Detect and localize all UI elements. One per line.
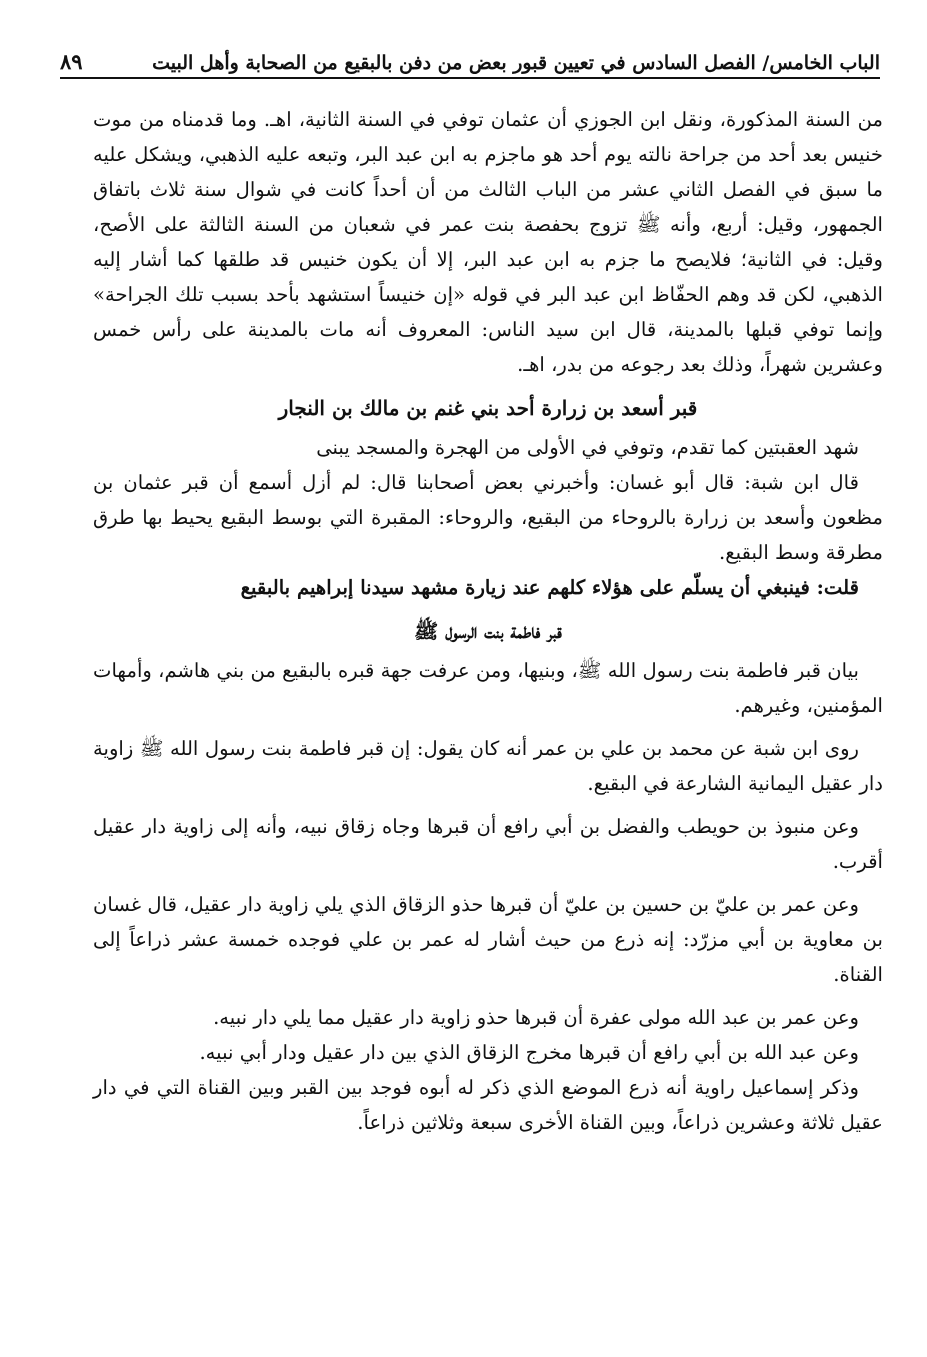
running-header (60, 40, 880, 79)
paragraph-10: وعن عبد الله بن أبي رافع أن قبرها مخرج الزقاق الذي بين دار عقيل ودار أبي نبيه. (199, 1041, 859, 1064)
heading-asad-ibn-zurara: قبر أسعد بن زرارة أحد بني غنم بن مالك بن النجار (278, 396, 698, 420)
paragraph-7: وعن منبوذ بن حويطب والفضل بن أبي رافع أن قبرها وجاه زقاق نبيه، وأنه إلى زاوية دار عقيل أقرب. (93, 815, 883, 873)
paragraph-4: قلت: فينبغي أن يسلّم على هؤلاء كلهم عند زيارة مشهد سيدنا إبراهيم بالبقيع (240, 576, 859, 599)
paragraph-6: روى ابن شبة عن محمد بن علي بن عمر أنه كان يقول: إن قبر فاطمة بنت رسول الله ﷺ زاوية دار عقيل اليمانية الشارعة في البقيع. (93, 737, 883, 795)
page-body (93, 102, 883, 1140)
chapter-title: الباب الخامس/ الفصل السادس في تعيين قبور بعض من دفن بالبقيع من الصحابة وأهل البيت (152, 52, 880, 74)
paragraph-3: قال ابن شبة: قال أبو غسان: وأخبرني بعض أصحابنا قال: لم أزل أسمع أن قبر عثمان بن مظعون وأسعد بن زرارة بالروحاء من البقيع، والروحاء: المقبرة التي بوسط البقيع يحيط بها طرق مطرقة وسط البقيع. (93, 471, 883, 564)
paragraph-9: وعن عمر بن عبد الله مولى عفرة أن قبرها حذو زاوية دار عقيل مما يلي دار نبيه. (213, 1006, 859, 1029)
page-number: ٨٩ (60, 49, 83, 74)
paragraph-1: من السنة المذكورة، ونقل ابن الجوزي أن عثمان توفي في السنة الثانية، اهـ. وما قدمناه من موت خنيس بعد أحد من جراحة نالته يوم أحد هو ماجزم به ابن عبد البر، وتبعه عليه الذهبي، ويشكل عليه ما سبق في الفصل الثاني عشر من الباب الثالث من أن أحداً كانت في شوال سنة ثلاث باتفاق الجمهور، وقيل: أربع، وأنه ﷺ تزوج بحفصة بنت عمر في شعبان من السنة الثالثة على الأصح، وقيل: في الثانية؛ فلايصح ما جزم به ابن عبد البر، إلا أن يكون خنيس قد طلقها كما أشار إليه الذهبي، لكن قد وهم الحفّاظ ابن عبد البر في قوله «إن خنيساً استشهد بأحد بسبب تلك الجراحة» وإنما توفي قبلها بالمدينة، قال ابن سيد الناس: المعروف أنه مات بالمدينة على رأس خمس وعشرين شهراً، وذلك بعد رجوعه من بدر، اهـ. (93, 108, 883, 376)
paragraph-5: بيان قبر فاطمة بنت رسول الله ﷺ، وبنيها، ومن عرفت جهة قبره بالبقيع من بني هاشم، وأمهات المؤمنين، وغيرهم. (93, 659, 883, 717)
heading-fatima-grave: قبر فاطمة بنت الرسول ﷺ (414, 619, 562, 643)
paragraph-11: وذكر إسماعيل راوية أنه ذرع الموضع الذي ذكر له أبوه فوجد بين القبر وبين القناة التي في دار عقيل ثلاثة وعشرين ذراعاً، وبين القناة الأخرى سبعة وثلاثين ذراعاً. (93, 1076, 883, 1134)
paragraph-8: وعن عمر بن عليّ بن حسين بن عليّ أن قبرها حذو الزقاق الذي يلي زاوية دار عقيل، قال غسان بن معاوية بن أبي مزرّد: إنه ذرع من حيث أشار له عمر بن علي فوجده خمسة عشر ذراعاً إلى القناة. (93, 893, 883, 986)
paragraph-2: شهد العقبتين كما تقدم، وتوفي في الأولى من الهجرة والمسجد يبنى (316, 436, 859, 459)
